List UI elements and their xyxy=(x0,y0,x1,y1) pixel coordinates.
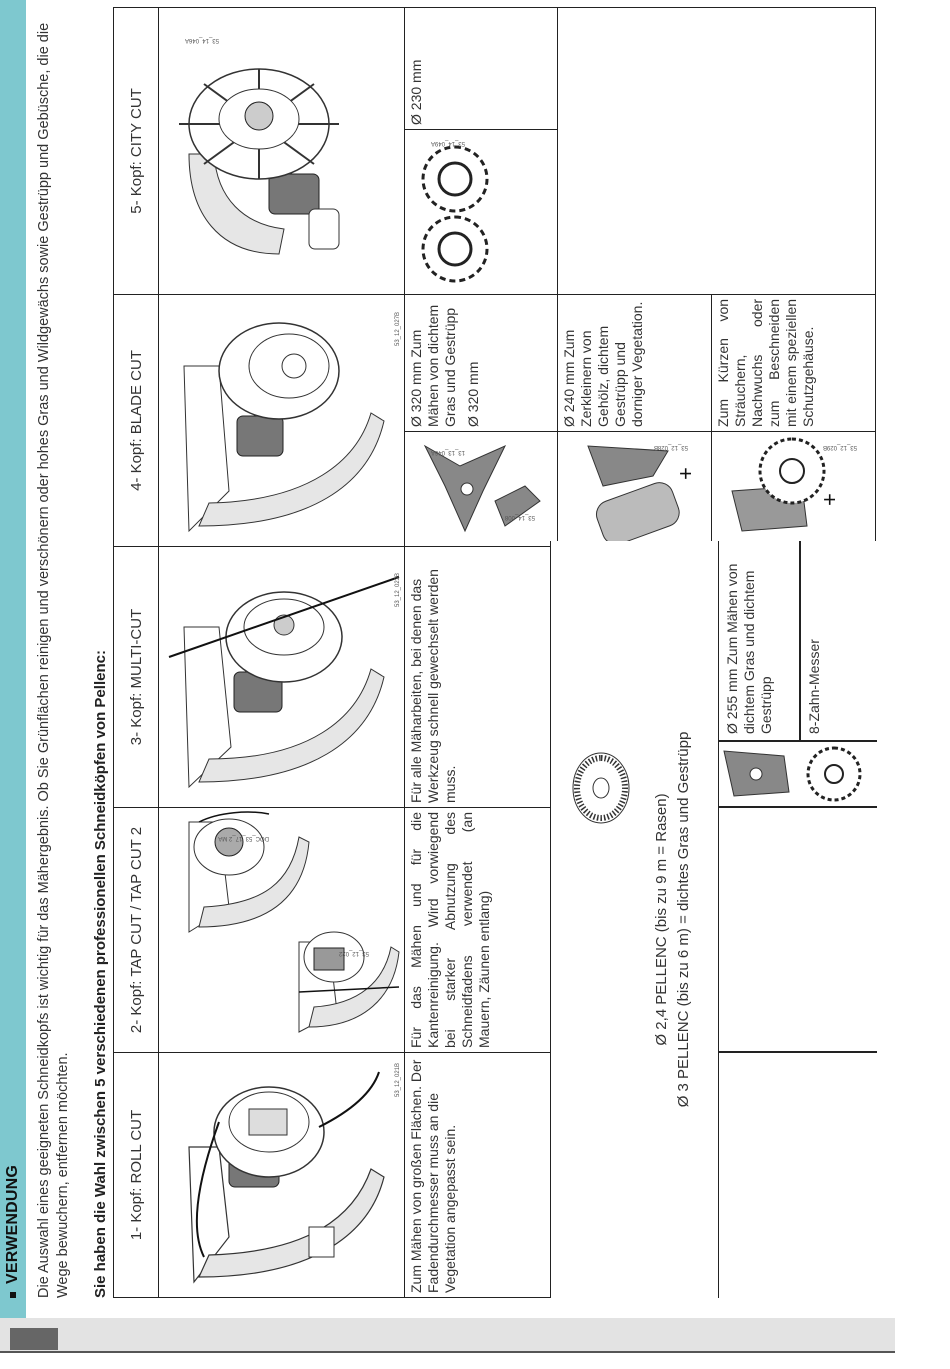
blade-row1-img xyxy=(405,431,558,546)
blade-row3-img xyxy=(711,431,875,546)
bullet-square xyxy=(10,1292,16,1298)
svg-text:+: + xyxy=(673,467,699,480)
blade-row3-spec: Zum Kürzen von Sträuchern, Nachwuchs oder zum Beschneiden mit einem speziellen Schutzgehäuse. xyxy=(714,298,816,427)
img-city-cut xyxy=(159,7,405,294)
svg-text:+: + xyxy=(816,493,842,506)
trimmer-head-roll-illustration xyxy=(159,1052,404,1297)
blade-saw-illustration xyxy=(712,431,862,546)
blade-code-a: 53_14_008 xyxy=(504,513,535,520)
code-tap-b: DOC_53_17_2 MA xyxy=(218,835,269,841)
trimmer-head-multi-illustration xyxy=(159,546,404,807)
multi-blades-spec: Ø 255 mm Zum Mähen von dichtem Gras und dichtem Gestrüpp xyxy=(724,563,774,734)
img-roll-cut xyxy=(159,1053,405,1298)
blade-code-row3: 53_12_029B xyxy=(822,443,857,450)
head-blade-cut: 4- Kopf: BLADE CUT xyxy=(114,294,159,546)
line-spool-illustration xyxy=(551,541,651,1298)
city-spec-cell xyxy=(405,7,558,129)
head-roll-cut: 1- Kopf: ROLL CUT xyxy=(114,1053,159,1298)
multi-blades-illustration xyxy=(719,742,877,806)
section-title: VERWENDUNG xyxy=(4,1164,21,1284)
footer-tab xyxy=(10,1328,58,1350)
city-blades-illustration xyxy=(405,129,505,294)
blade-row1-spec-b: Ø 320 mm xyxy=(465,361,481,427)
section-heading xyxy=(4,1165,22,1298)
city-blade-img xyxy=(405,129,558,294)
desc-tap: Für das Mähen und für die Kantenreinigung. Wird vorwiegend bei starker Abnutzung des Schneidfadens verwendet (an Mauern, Zäunen entlang) xyxy=(408,812,492,1048)
code-tap-a: 53_12_022 xyxy=(338,950,369,956)
lower-left-overlay xyxy=(550,541,876,1298)
trimmer-head-city-illustration xyxy=(159,7,404,294)
footer-band xyxy=(0,1318,895,1352)
blade-row2-spec: Ø 240 mm Zum Zerkleinern von Gehölz, dichtem Gestrüpp und dorniger Vegetation. xyxy=(561,301,646,427)
line-spool-row xyxy=(550,541,719,1298)
subheading: Sie haben die Wahl zwischen 5 verschiedenen professionellen Schneidköpfen von Pellenc: xyxy=(92,650,109,1298)
blade-code-b: 13_13_046A xyxy=(430,448,465,455)
city-empty-cell xyxy=(558,7,876,294)
img-multi-cut xyxy=(159,546,405,807)
head-multi-cut: 3- Kopf: MULTI-CUT xyxy=(114,546,159,807)
blade-row2-spec-cell xyxy=(558,294,711,431)
blade-row2-img xyxy=(558,431,711,546)
head-city-cut: 5- Kopf: CITY CUT xyxy=(114,7,159,294)
img-tap-cut xyxy=(159,808,405,1053)
blade-row3-spec-cell xyxy=(711,294,875,431)
code-city: 53_14_046A xyxy=(184,36,219,43)
blade-brush-illustration xyxy=(558,431,698,546)
spool-line-2: Ø 3 PELLENC (bis zu 6 m) = dichtes Gras und Gestrüpp xyxy=(675,731,692,1108)
code-multi: 53_12_023B xyxy=(395,572,401,607)
spool-line-1: Ø 2,4 PELLENC (bis zu 9 m = Rasen) xyxy=(653,793,670,1046)
head-tap-cut: 2- Kopf: TAP CUT / TAP CUT 2 xyxy=(114,808,159,1053)
blade-3-tooth-illustration xyxy=(405,431,545,546)
trimmer-head-blade-illustration xyxy=(159,294,404,546)
intro-text: Die Auswahl eines geeigneten Schneidkopfs ist wichtig für das Mähergebnis. Ob Sie Grünflächen reinigen und verschönern oder hohes Gras und Wildgewächs sowie Gestrüpp und Gebüsche, die die Wege bewuchern, entfernen möchten. xyxy=(36,22,71,1298)
img-blade-cut xyxy=(159,294,405,546)
code-blade: 53_12_027B xyxy=(395,311,401,346)
code-roll: 53_12_021B xyxy=(395,1062,401,1097)
city-blade-code: 53_14_049A xyxy=(430,139,465,146)
blade-row1-spec-a: Ø 320 mm Zum Mähen von dichtem Gras und Gestrüpp xyxy=(408,304,458,427)
footer-rule xyxy=(0,1351,895,1353)
multi-blades-row xyxy=(718,541,877,1298)
blade-code-row2: 53_12_028B xyxy=(654,443,689,450)
city-spec: Ø 230 mm xyxy=(408,59,424,125)
desc-roll: Zum Mähen von großen Flächen. Der Fadendurchmesser muss an die Vegetation angepasst sein. xyxy=(408,1059,458,1293)
blade-row1-spec-cell xyxy=(405,294,558,431)
desc-multi: Für alle Mäharbeiten, bei denen das Werkzeug schnell gewechselt werden muss. xyxy=(408,569,458,803)
multi-blades-name: 8-Zahn-Messer xyxy=(806,639,822,734)
trimmer-head-tap-illustration xyxy=(159,807,404,1052)
